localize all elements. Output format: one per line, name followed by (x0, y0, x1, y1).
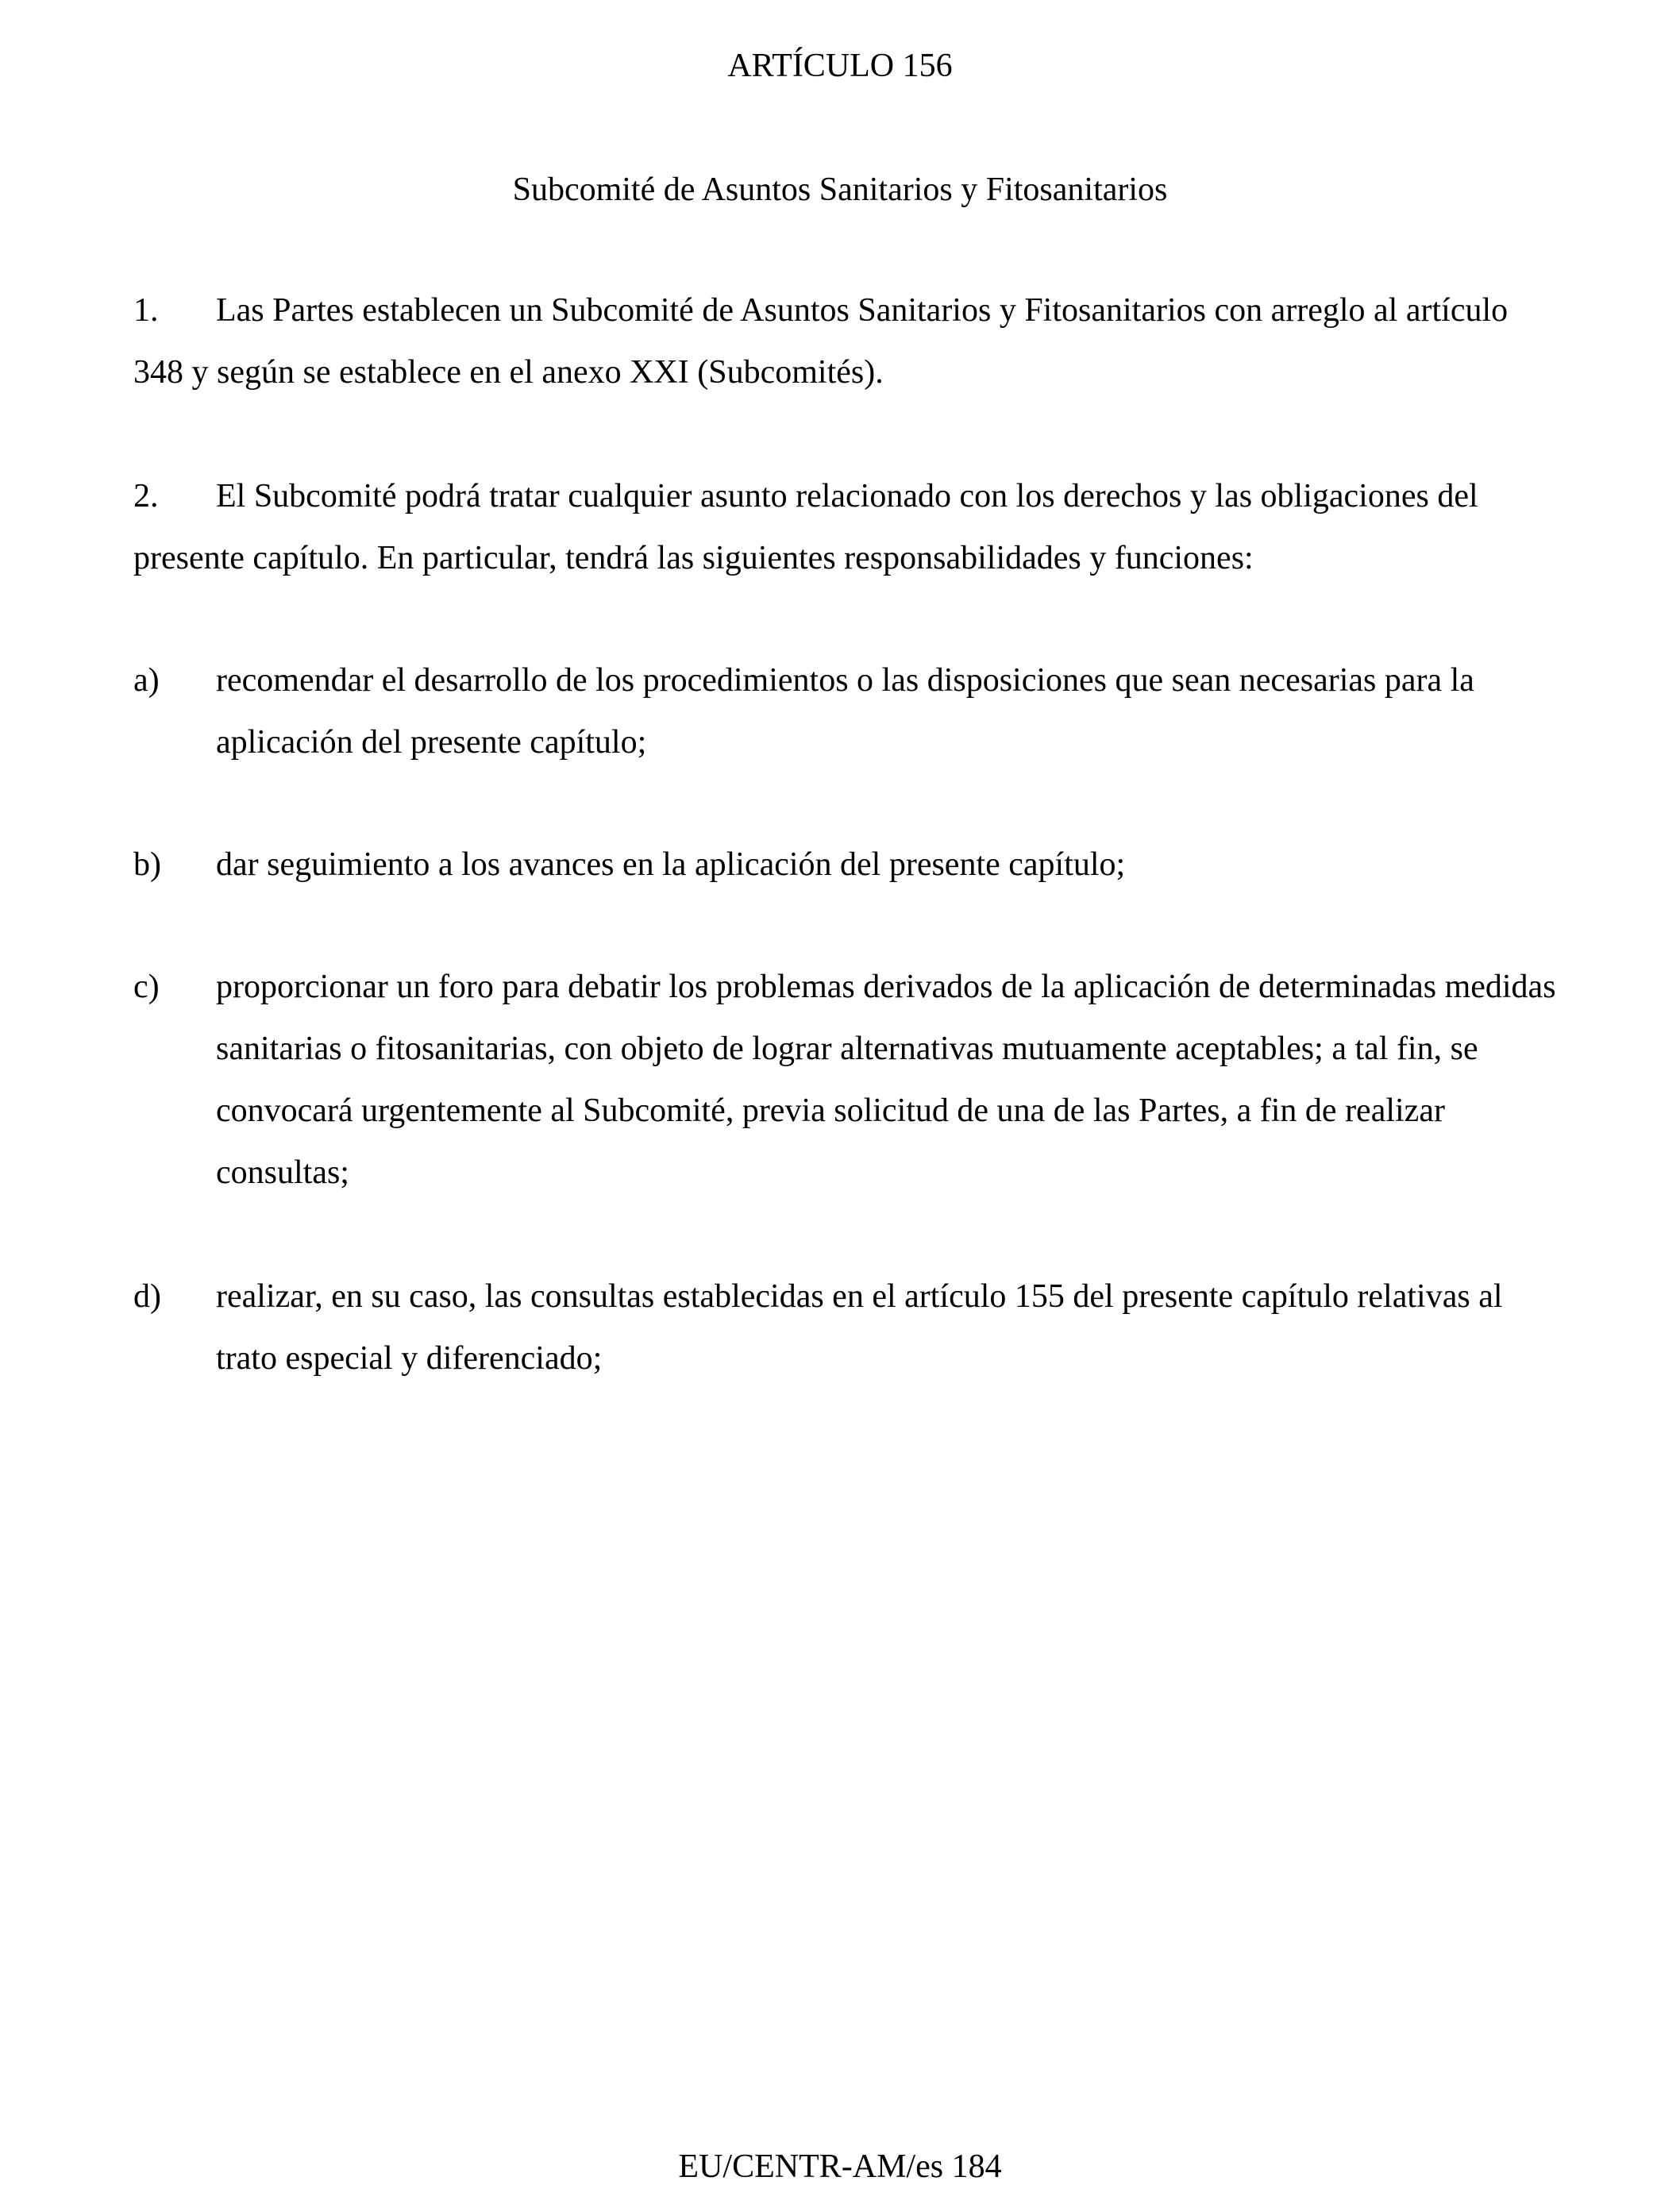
article-heading: ARTÍCULO 156 (727, 48, 953, 84)
paragraph-number: 2. (133, 478, 159, 514)
list-item-marker: d) (133, 1278, 161, 1315)
list-item-text: recomendar el desarrollo de los procedimientos o las disposiciones que sean necesarias para la aplicación del presente capítulo; (216, 662, 1474, 761)
paragraph-2 (133, 465, 1562, 589)
list-item-text: realizar, en su caso, las consultas establecidas en el artículo 155 del presente capítulo relativas al trato especial y diferenciado; (216, 1278, 1503, 1377)
list-item-text: dar seguimiento a los avances en la aplicación del presente capítulo; (216, 846, 1126, 883)
paragraph-1 (133, 279, 1562, 403)
list-item-text: proporcionar un foro para debatir los problemas derivados de la aplicación de determinadas medidas sanitarias o fitosanitarias, con objeto de lograr alternativas mutuamente aceptables; a tal fin, se convocará urgentemente al Subcomité, previa solicitud de una de las Partes, a fin de realizar consultas; (216, 969, 1556, 1191)
page-footer-reference: EU/CENTR-AM/es 184 (678, 2148, 1002, 2185)
list-item-c (133, 956, 1562, 1204)
list-item-a (133, 649, 1562, 773)
paragraph-text: El Subcomité podrá tratar cualquier asunto relacionado con los derechos y las obligaciones del presente capítulo. En particular, tendrá las siguientes responsabilidades y funciones: (133, 478, 1478, 576)
list-item-marker: b) (133, 846, 161, 883)
article-title: Subcomité de Asuntos Sanitarios y Fitosanitarios (512, 171, 1168, 208)
list-item-d (133, 1266, 1562, 1389)
paragraph-number: 1. (133, 292, 159, 329)
list-item-marker: c) (133, 969, 160, 1005)
list-item-b (133, 834, 1562, 896)
paragraph-text: Las Partes establecen un Subcomité de Asuntos Sanitarios y Fitosanitarios con arreglo al artículo 348 y según se establece en el anexo XXI (Subcomités). (133, 292, 1509, 391)
list-item-marker: a) (133, 662, 160, 699)
